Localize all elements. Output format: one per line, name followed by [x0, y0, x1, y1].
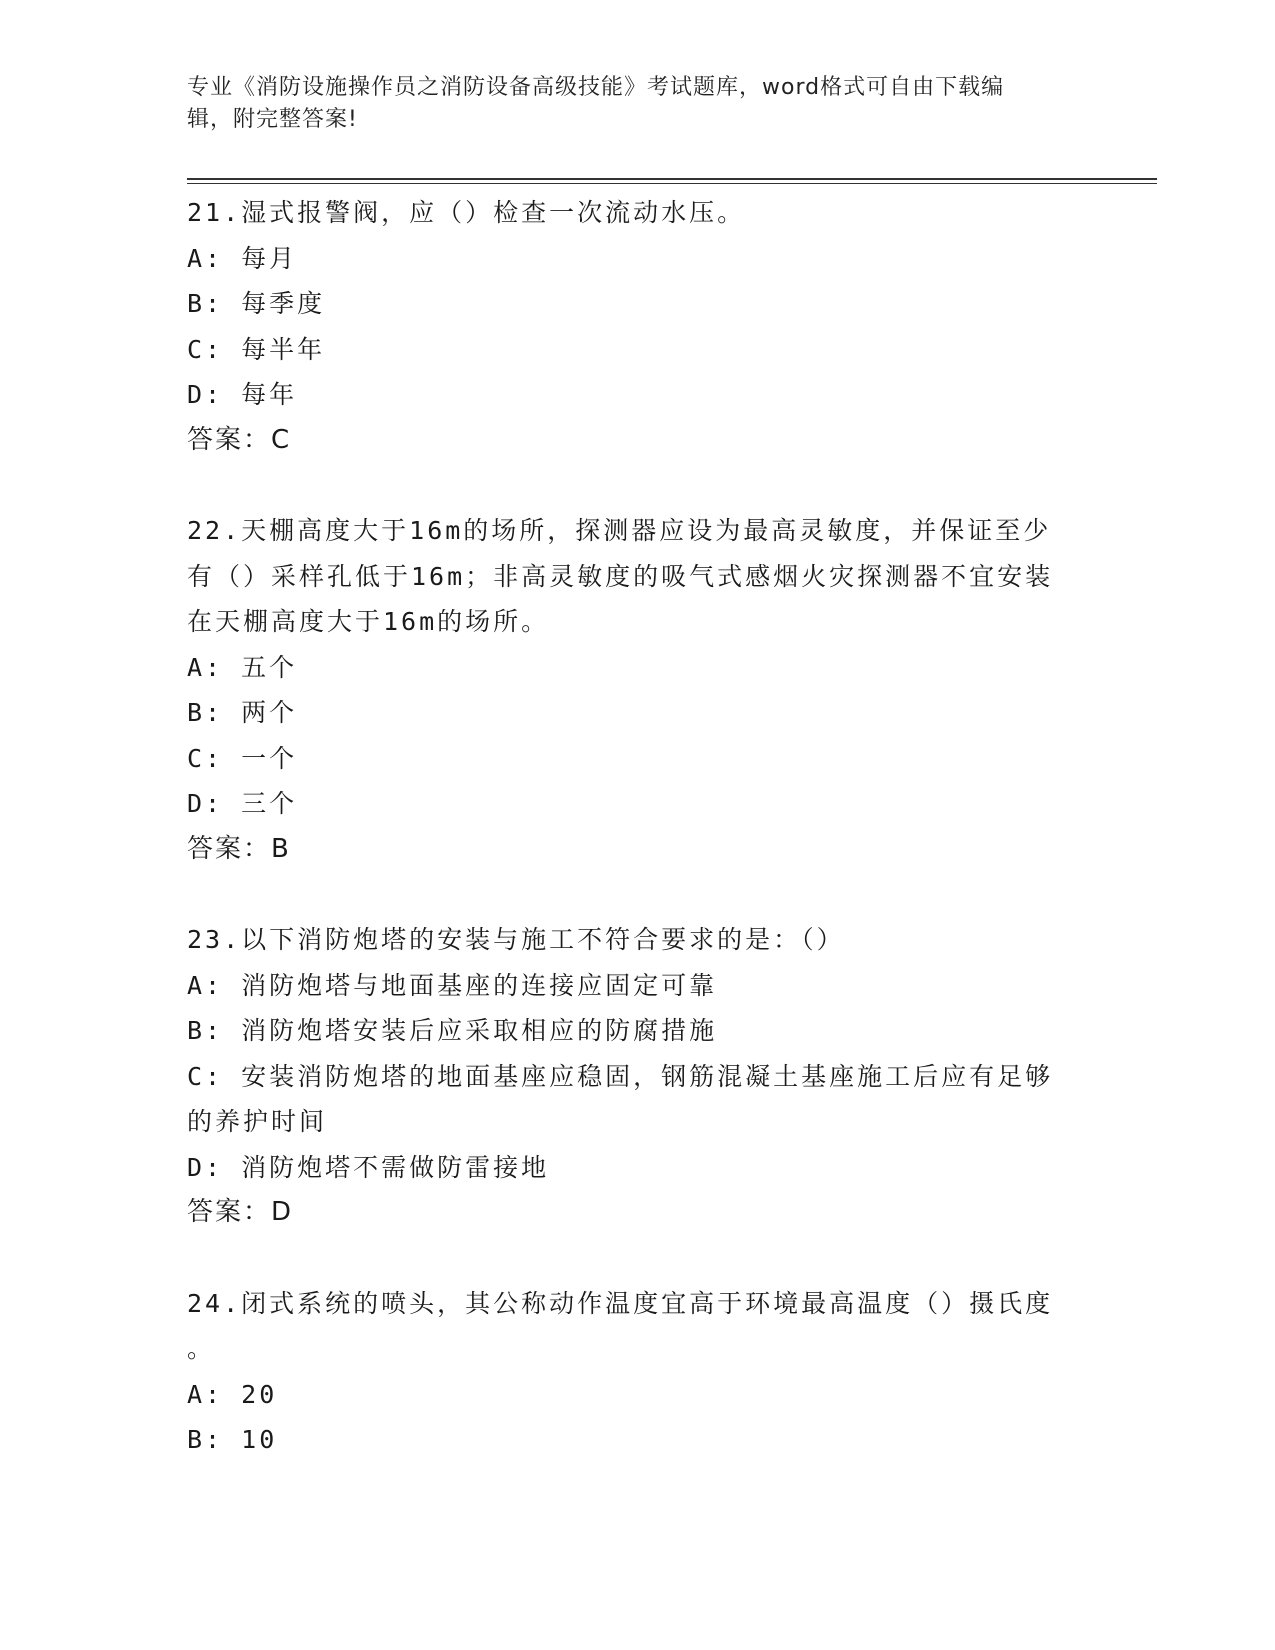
header-line-2: 辑，附完整答案! — [187, 107, 358, 132]
question-stem: 23.以下消防炮塔的安装与施工不符合要求的是：（） — [187, 925, 845, 954]
option-c: C: 一个 — [187, 743, 298, 773]
question-24 — [187, 1281, 1087, 1463]
question-list — [187, 190, 1087, 1463]
option-d: D: 消防炮塔不需做防雷接地 — [187, 1152, 550, 1182]
option-a: A: 每月 — [187, 243, 298, 273]
question-21 — [187, 190, 1087, 463]
answer-label: 答案：C — [187, 424, 292, 455]
question-stem-line-1: 24.闭式系统的喷头，其公称动作温度宜高于环境最高温度（）摄氏度 — [187, 1288, 1054, 1318]
header-divider-bottom — [187, 183, 1157, 184]
answer-label: 答案：B — [187, 833, 291, 864]
question-stem-line-2: 有（）采样孔低于16m；非高灵敏度的吸气式感烟火灾探测器不宜安装 — [187, 561, 1054, 591]
header-divider-top — [187, 178, 1157, 180]
question-stem-line-3: 在天棚高度大于16m的场所。 — [187, 607, 550, 636]
option-a: A: 20 — [187, 1379, 278, 1409]
question-stem-line-1: 22.天棚高度大于16m的场所，探测器应设为最高灵敏度，并保证至少 — [187, 516, 1052, 545]
question-22 — [187, 508, 1087, 872]
option-b: B: 两个 — [187, 698, 298, 727]
question-stem-line-2: 。 — [187, 1334, 216, 1363]
option-b: B: 消防炮塔安装后应采取相应的防腐措施 — [187, 1016, 718, 1045]
option-b: B: 每季度 — [187, 289, 326, 318]
option-c: C: 安装消防炮塔的地面基座应稳固，钢筋混凝土基座施工后应有足够 — [187, 1061, 1054, 1091]
question-stem: 21.湿式报警阀，应（）检查一次流动水压。 — [187, 198, 746, 227]
option-d: D: 每年 — [187, 380, 298, 409]
option-a: A: 五个 — [187, 652, 298, 682]
document-header — [187, 72, 1087, 136]
header-line-1: 专业《消防设施操作员之消防设备高级技能》考试题库，word格式可自由下载编 — [187, 75, 1005, 100]
option-a: A: 消防炮塔与地面基座的连接应固定可靠 — [187, 970, 718, 1000]
option-c: C: 每半年 — [187, 334, 326, 364]
option-c-continued: 的养护时间 — [187, 1107, 328, 1136]
option-b: B: 10 — [187, 1425, 278, 1454]
option-d: D: 三个 — [187, 789, 298, 818]
question-23 — [187, 917, 1087, 1236]
answer-label: 答案：D — [187, 1197, 294, 1227]
